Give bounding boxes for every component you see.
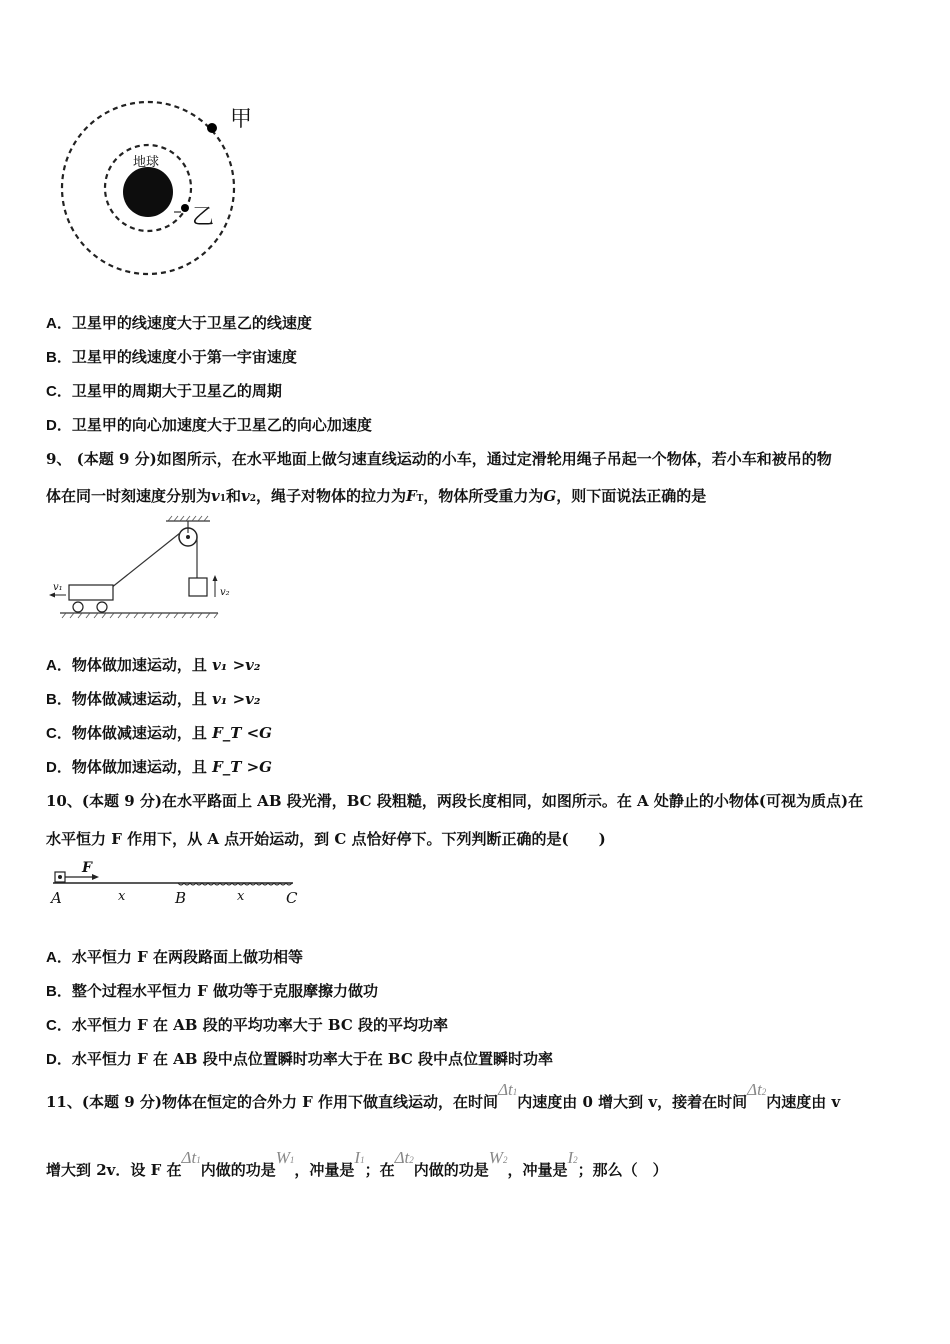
label-B: B: [175, 889, 187, 907]
dt2-symbol: Δt2: [747, 1080, 767, 1099]
q9-option-b: B．物体做减速运动，且 v₁ >v₂: [46, 690, 261, 708]
q9-option-c: C．物体做减速运动，且 F_T <G: [46, 724, 272, 742]
q10-option-b: B．整个过程水平恒力 F 做功等于克服摩擦力做功: [46, 982, 378, 1000]
w2-symbol: W2: [488, 1148, 508, 1167]
w1-symbol: W1: [275, 1148, 295, 1167]
q11-stem-line2: 增大到 2v．设 F 在Δt1内做的功是W1，冲量是I1；在Δt2内做的功是W2，冲量是I2；那么（ ）: [46, 1148, 668, 1179]
label-C: C: [286, 889, 298, 907]
satellite-yi: [181, 204, 189, 212]
label-jia: 甲: [230, 107, 253, 132]
label-x1: x: [118, 889, 126, 904]
label-F: F: [82, 860, 92, 876]
i1-symbol: I1: [354, 1148, 365, 1167]
q10-stem-line1: 10、(本题 9 分)在水平路面上 AB 段光滑，BC 段粗糙，两段长度相同，如图所示。在 A 处静止的小物体(可视为质点)在: [46, 792, 864, 810]
dt2-symbol-2: Δt2: [394, 1148, 414, 1167]
label-v1: v₁: [53, 582, 63, 593]
q10-option-a: A．水平恒力 F 在两段路面上做功相等: [46, 948, 303, 966]
road-figure: [48, 858, 308, 908]
q8-option-b: B．卫星甲的线速度小于第一宇宙速度: [46, 348, 297, 366]
q8-option-a: A．卫星甲的线速度大于卫星乙的线速度: [46, 314, 312, 332]
label-x2: x: [237, 889, 245, 904]
earth: [123, 167, 173, 217]
q9-option-a: A．物体做加速运动，且 v₁ >v₂: [46, 656, 261, 674]
orbit-figure: [50, 100, 270, 280]
q9-option-d: D．物体做加速运动，且 F_T >G: [46, 758, 272, 776]
q8-option-d: D．卫星甲的向心加速度大于卫星乙的向心加速度: [46, 416, 372, 434]
satellite-jia: [207, 123, 217, 133]
q9-stem-line2: 体在同一时刻速度分别为v1和v2，绳子对物体的拉力为FT，物体所受重力为G，则下面说法正确的是: [46, 487, 707, 505]
dt1-symbol: Δt1: [498, 1080, 518, 1099]
q11-stem-line1: 11、(本题 9 分)物体在恒定的合外力 F 作用下做直线运动，在时间Δt1内速度由 0 增大到 v，接着在时间Δt2内速度由 v: [46, 1080, 841, 1111]
pulley-figure: [48, 515, 248, 630]
label-earth: 地球: [133, 155, 160, 170]
q9-stem-line1: 9、 (本题 9 分)如图所示，在水平地面上做匀速直线运动的小车，通过定滑轮用绳子吊起一个物体，若小车和被吊的物: [46, 450, 832, 468]
label-A: A: [51, 889, 62, 907]
label-v2: v₂: [220, 587, 230, 598]
cart: [69, 585, 113, 600]
q10-option-c: C．水平恒力 F 在 AB 段的平均功率大于 BC 段的平均功率: [46, 1016, 449, 1034]
hanging-block: [189, 578, 207, 596]
dt1-symbol-2: Δt1: [181, 1148, 201, 1167]
i2-symbol: I2: [567, 1148, 578, 1167]
q10-option-d: D．水平恒力 F 在 AB 段中点位置瞬时功率大于在 BC 段中点位置瞬时功率: [46, 1050, 554, 1068]
label-yi: 乙: [192, 205, 215, 230]
q8-option-c: C．卫星甲的周期大于卫星乙的周期: [46, 382, 282, 400]
q10-stem-line2: 水平恒力 F 作用下，从 A 点开始运动，到 C 点恰好停下。下列判断正确的是( ): [46, 830, 606, 848]
